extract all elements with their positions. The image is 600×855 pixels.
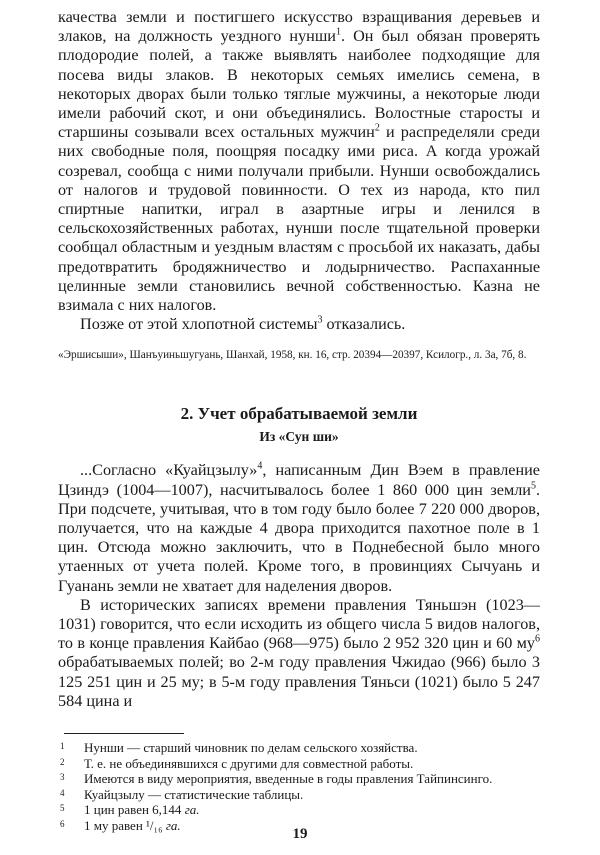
paragraph-text: ...Согласно «Куайцзылу» bbox=[80, 461, 258, 480]
paragraph bbox=[58, 315, 540, 334]
footnote-mark: 2 bbox=[60, 756, 65, 767]
footnote-text: Имеются в виду мероприятия, введенные в годы правления Тайпинсинго. bbox=[84, 771, 493, 787]
document-page bbox=[58, 8, 540, 834]
page-number: 19 bbox=[292, 826, 308, 842]
paragraph-text: . Он был обязан проверять плодородие полей, а также выявлять наиболее подходящие для посева виды злаков. В некоторых семьях имелись семена, в некоторых дворах были только тяглые мужчины, а некоторые люди имели рабочий скот, и они объединялись. Волостные старосты и старшины созывали всех остальных мужчин bbox=[58, 27, 540, 142]
footnote bbox=[58, 802, 540, 818]
paragraph-text: В исторических записях времени правления Тяньшэн (1023—1031) говорится, что если исходить из общего числа 5 видов налогов, то в конце правления Кайбао (968—975) было 2 952 320 цин и 60 му bbox=[58, 595, 540, 653]
paragraph-text: качества земли и постигшего искусство взращивания деревьев и злаков, на должность уездного нунши bbox=[58, 8, 540, 46]
footnote-ref: 2 bbox=[374, 122, 380, 134]
footnote-ref: 4 bbox=[257, 461, 263, 473]
footnote-ref: 6 bbox=[535, 633, 540, 645]
paragraph bbox=[58, 596, 540, 711]
footnote-mark: 6 bbox=[60, 819, 65, 830]
body-text-section bbox=[58, 461, 540, 711]
footnote-unit: га. bbox=[184, 802, 200, 818]
footnote-ref: 1 bbox=[335, 26, 341, 38]
footnote bbox=[58, 740, 540, 756]
section-subtitle: Из «Сун ши» bbox=[259, 429, 339, 445]
footnote-unit: га. bbox=[165, 818, 181, 834]
footnote-mark: 5 bbox=[60, 803, 65, 814]
footnote-ref: 3 bbox=[317, 314, 323, 326]
footnote-ref: 5 bbox=[530, 480, 536, 492]
paragraph-text: отказались. bbox=[322, 315, 406, 334]
paragraph-text: , написанным Дин Вэем в правление Цзиндэ (1004—1007), насчитывалось более 1 860 000 цин земли bbox=[58, 461, 540, 499]
footnote bbox=[58, 787, 540, 803]
paragraph-text: обрабатываемых полей; во 2-м году правления Чжидао (966) было 3 125 251 цин и 25 му; в 5-м году правления Тяньси (1021) было 5 247 584 цина и bbox=[58, 653, 540, 710]
footnote-text: Нунши — старший чиновник по делам сельского хозяйства. bbox=[84, 740, 418, 756]
footnote bbox=[58, 756, 540, 772]
footnote-text-main: 1 цин равен 6,144 bbox=[84, 802, 185, 818]
footnote-divider bbox=[64, 733, 184, 734]
source-reference: «Эршисыши», Шанъуиньшугуань, Шанхай, 1958, кн. 16, стр. 20394—20397, Ксилогр., л. 3а, 7б, 8. bbox=[58, 349, 527, 362]
footnote-text: Куайцзылу — статистические таблицы. bbox=[84, 786, 304, 802]
paragraph-text: Позже от этой хлопотной системы bbox=[80, 315, 318, 334]
paragraph-text: . При подсчете, учитывая, что в том году было более 7 220 000 дворов, получается, что на каждые 4 двора приходится пахотное поле в 1 цин. Отсюда можно заключить, что в Поднебесной было много утаенных от учета полей. Кроме того, в провинциях Сычуань и Гуанань земли не хватает для наделения дворов. bbox=[58, 480, 540, 595]
footnotes bbox=[58, 740, 540, 834]
paragraph bbox=[58, 8, 540, 315]
footnote-mark: 1 bbox=[60, 741, 65, 752]
footnote-mark: 3 bbox=[60, 772, 65, 783]
footnote bbox=[58, 771, 540, 787]
paragraph-text: и распределяли среди них свободные поля, поощряя посадку ими риса. А когда урожай созревал, сообща с ними получали прибыли. Нунши освобождались от налогов и трудовой повинности. О тех из народа, кто пил спиртные напитки, играл в азартные игры и ленился в сельскохозяйственных работах, нунши после тщательной проверки сообщал областным и уездным властям с просьбой их наказать, дабы предотвратить бродяжничество и лодырничество. Распаханные целинные земли становились вечной собственностью. Казна не взимала с них налогов. bbox=[58, 123, 540, 315]
section-title: 2. Учет обрабатываемой земли bbox=[180, 404, 418, 424]
footnote-text: Т. е. не объединявшихся с другими для совместной работы. bbox=[84, 755, 414, 771]
footnote-mark: 4 bbox=[60, 787, 65, 798]
paragraph bbox=[58, 461, 540, 595]
body-text-top bbox=[58, 8, 540, 334]
footnote-text-main: 1 му равен ¹/₁₆ bbox=[84, 818, 166, 834]
footnote-text bbox=[84, 802, 540, 818]
